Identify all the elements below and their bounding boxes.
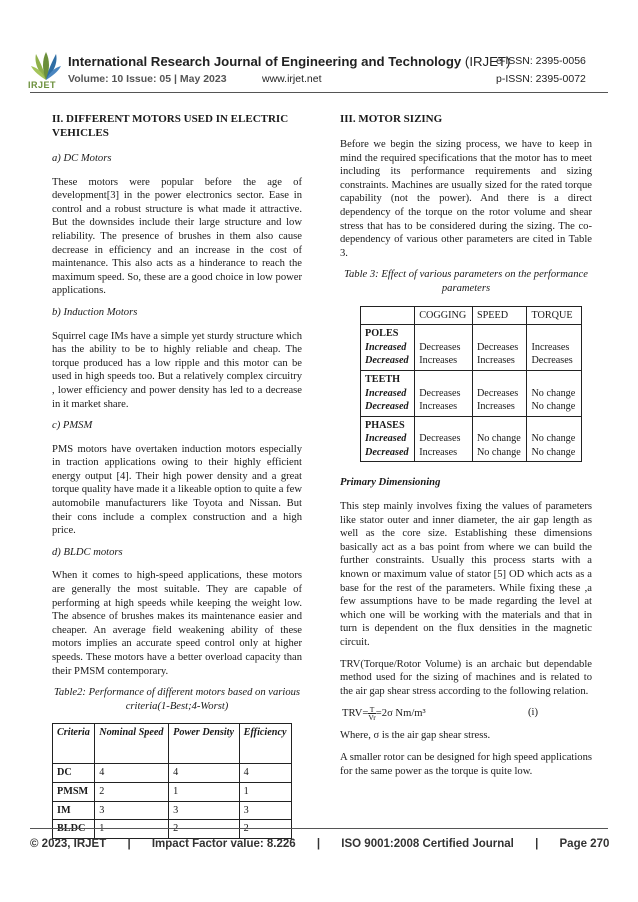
journal-title: International Research Journal of Engineering and Technology (IRJET) [68,54,511,69]
fraction: $\frac{T}{Vr}$ [368,705,376,723]
section-heading-motors: II. DIFFERENT MOTORS USED IN ELECTRIC VEHICLES [52,113,289,139]
section-heading-sizing: III. MOTOR SIZING [340,113,443,125]
table-header-cell: Nominal Speed [95,724,169,764]
footer-impact: Impact Factor value: 8.226 [151,838,296,850]
table-row [53,801,292,820]
table-cell: PHASES Increased Decreased [361,416,415,462]
table-header-cell: Criteria [53,724,95,764]
table-cell: 3 [169,801,240,820]
table-cell: 4 [169,764,240,783]
paragraph-smaller-rotor: A smaller rotor can be designed for high speed applications for the same power as the torque is quite low. [340,751,592,777]
subheading-bldc: d) BLDC motors [52,546,123,558]
header-divider [30,92,608,93]
table-header-cell: Efficiency [239,724,291,764]
table-cell: Decreases Increases [415,370,473,416]
paragraph-bldc: When it comes to high-speed applications, these motors are generally the most suitable. They are capable of performing at high speeds while keeping the weight low. The absence of brushes makes its maintenance easier and cheaper. An average field weakening ability of these motors implies an accurate speed control only at higher speeds. These motors have a better overload capacity than their PMSM contemporary. [52,570,302,677]
table-cell: Decreases Increases [472,325,527,371]
table-cell: No change No change [472,416,527,462]
paragraph-dc: These motors were popular before the age of development[3] in the power electronics sector. Ease in control and a robust structure is what made it attractive. But the downsides include their large structure and low reliability. The presence of brushes in them also cause decrease in efficiency and an increase in the cost of maintenance. This also acts as a hinderance to reach the maximum speed. So, these are a good choice in low power applications. [52,176,302,297]
table-cell: 1 [239,782,291,801]
right-column [340,112,592,786]
table-row [361,416,582,462]
eissn: e-ISSN: 2395-0056 [496,55,586,67]
table-cell: 4 [239,764,291,783]
equation-body: TRV= $\frac{T}{Vr}$ =2σ Nm/m³ [342,705,426,723]
page-footer [30,838,608,850]
footer-separator: | [316,838,321,850]
table-cell: 3 [95,801,169,820]
table-header-row [53,724,292,764]
table-header-row [361,306,582,325]
subheading-pmsm: c) PMSM [52,420,93,432]
table-header-cell: Power Density [169,724,240,764]
table3-caption: Table 3: Effect of various parameters on the performance parameters [344,269,588,294]
table-cell: DC [53,764,95,783]
table-cell: PMSM [53,782,95,801]
table-cell: Decreases Increases [472,370,527,416]
paragraph-where: Where, σ is the air gap shear stress. [340,730,491,742]
paragraph-trv: TRV(Torque/Rotor Volume) is an archaic but dependable method used for the sizing of machines and is related to the air gap shear stress according to the following relation. [340,658,592,697]
table-cell: Decreases Increases [415,416,473,462]
table2-caption: Table2: Performance of different motors based on various criteria(1-Best;4-Worst) [53,687,301,712]
footer-copyright: © 2023, IRJET [30,838,107,850]
volume-issue: Volume: 10 Issue: 05 | May 2023 [68,73,227,85]
paragraph-im: Squirrel cage IMs have a simple yet sturdy structure which has the ability to be to highly reliable and cheap. The torque produced has a low ripple and this motor can be used in high speeds too. But a relatively complex circuitry , lower efficiency and power density has led to a decrease in it market share. [52,330,302,410]
footer-divider [30,828,608,829]
logo-text: IRJET [28,80,57,90]
equation-trv [340,706,592,721]
table3 [360,306,582,463]
equation-label: (i) [528,707,538,719]
table-cell: POLES Increased Decreased [361,325,415,371]
table2 [52,723,292,838]
table-cell: No change No change [527,416,582,462]
paragraph-pmsm: PMS motors have overtaken induction motors especially in traction applications owing to their highly efficient energy output [4]. Their high power density and a great torque quality have made it a likeable option to quite a few automobile manufacturers like Toyota and Nissan. But their cons include a complex construction and a high price. [52,443,302,537]
table-header-cell [361,306,415,325]
table-row [361,325,582,371]
website-link[interactable]: www.irjet.net [262,73,322,85]
left-column [52,112,302,839]
table-cell: IM [53,801,95,820]
table-header-cell: COGGING [415,306,473,325]
table-cell: Decreases Increases [415,325,473,371]
table-row [53,764,292,783]
table-cell: Increases Decreases [527,325,582,371]
subheading-primary-dimensioning: Primary Dimensioning [340,477,441,489]
footer-separator: | [127,838,131,850]
footer-iso: ISO 9001:2008 Certified Journal [341,838,514,850]
footer-separator: | [535,838,539,850]
footer-page: Page 270 [559,838,610,850]
subheading-dc: a) DC Motors [52,153,112,164]
table-cell: 4 [95,764,169,783]
paragraph-intro: Before we begin the sizing process, we have to keep in mind the required specifications that the motor has to meet including its performance requirements and sizing constraints. Machines are usually sized for the rated torque capability (not the power). And there is a direct dependency of the torque on the rotor volume and shear stress that has to be considered during the sizing. The co-dependency of various other parameters are cited in Table 3. [340,139,592,259]
table-cell: TEETH Increased Decreased [361,370,415,416]
table-cell: 1 [169,782,240,801]
table-header-cell: TORQUE [527,306,582,325]
page-header [0,0,638,100]
table-cell: 2 [95,782,169,801]
pissn: p-ISSN: 2395-0072 [496,73,586,85]
table-cell: No change No change [527,370,582,416]
table-header-cell: SPEED [472,306,527,325]
subheading-im: b) Induction Motors [52,306,138,318]
paragraph-primary: This step mainly involves fixing the values of parameters like stator outer and inner diameter, the air gap length as well as the core size. Establishing these dimensions basically act as a bas point from where we can build the further constraints. Usually this process starts with a known or maximum value of stator [5] OD which acts as a base for the rest of the parameters. While fixing these ,a few assumptions have to be made regarding the level at which one will be working with the materials and that in turn is dependent on the flux densities in the magnetic circuit. [340,501,592,648]
table-row [53,782,292,801]
table-row [361,370,582,416]
table-cell: 3 [239,801,291,820]
